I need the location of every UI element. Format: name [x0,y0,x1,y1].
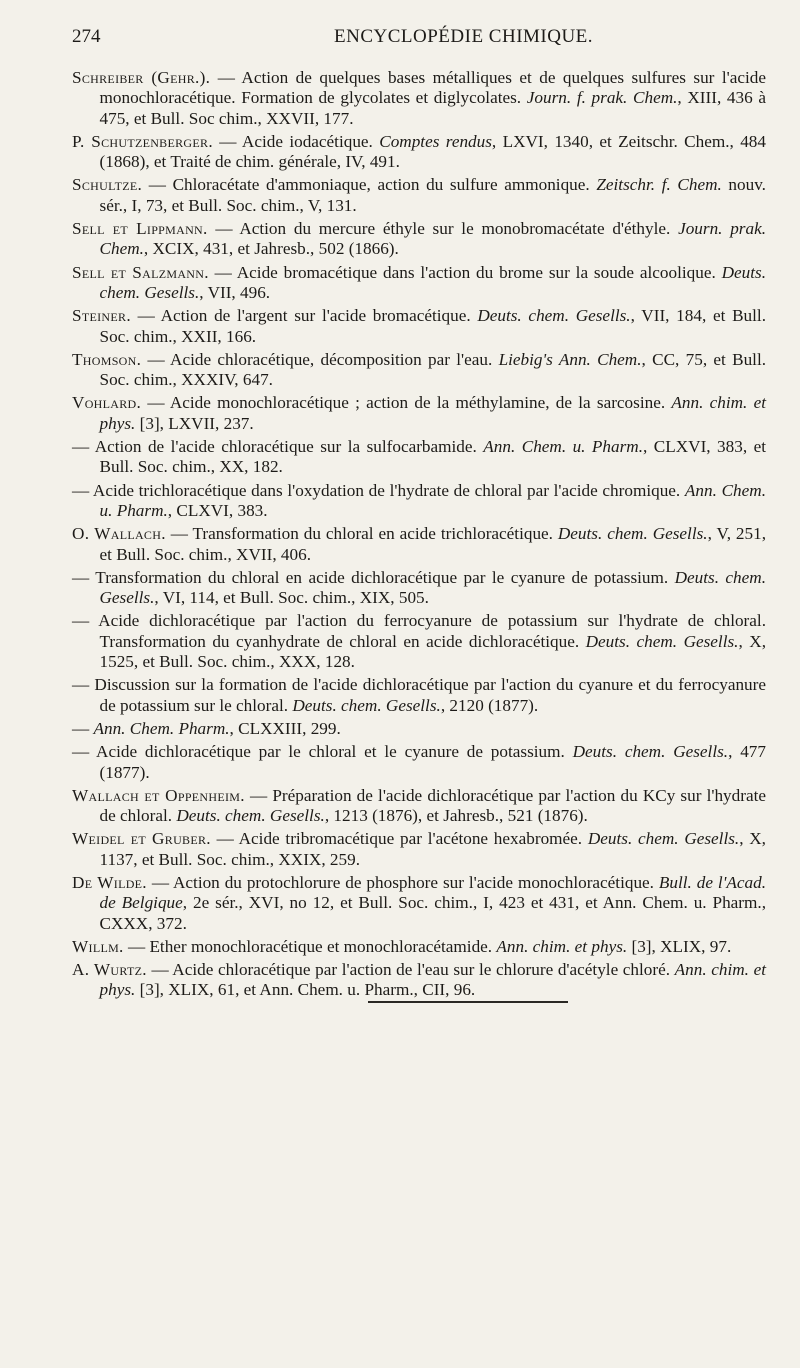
entry-author: De Wilde. [72,872,147,892]
entry-body: — Action de l'acide chloracétique sur la sulfocarbamide. [72,437,484,457]
entry-source: Ann. Chem. u. Pharm. [483,437,644,457]
entry-body: — [72,718,94,738]
page-number: 274 [72,26,101,47]
bibliography-entry [72,719,766,739]
section-divider [368,1001,568,1003]
entry-author: Schreiber (Gehr.). [72,68,211,87]
entry-author: Willm. [72,936,124,956]
page-header [72,26,766,56]
bibliography-entry [72,873,766,934]
entry-reference: , V, 251, et Bull. Soc. chim., XVII, 406. [99,524,766,564]
entry-body: — Transformation du chloral en acide dichloracétique par le cyanure de potassium. [72,567,675,587]
entry-source: Journ. f. prak. Chem. [526,88,678,108]
entry-body: — Acide iodacétique. [212,131,380,151]
entry-source: Deuts. chem. Gesells. [587,829,740,849]
entry-body: — Action de l'argent sur l'acide bromacétique. [130,306,478,326]
entry-author: Schultze. [72,175,143,195]
bibliography-entry [72,675,766,716]
bibliography-entry [72,611,766,672]
entry-body: — Action du mercure éthyle sur le monobromacétate d'éthyle. [207,219,679,239]
entry-author: Vohlard. [72,393,142,413]
entry-source: Ann. Chem. Pharm. [93,718,230,738]
entry-reference: , CLXXIII, 299. [229,718,341,738]
entry-body: — Acide dichloracétique par l'action du ferrocyanure de potassium sur l'hydrate de chloral. Transformation du cyanhydrate de chloral en acide dichloracétique. [72,611,766,651]
entry-source: Deuts. chem. Gesells. [292,695,441,715]
entry-reference: , 477 (1877). [99,742,766,782]
entry-source: Ann. chim. et phys. [99,960,766,1000]
bibliography-entry [72,393,766,434]
entry-reference: , VII, 496. [199,282,271,302]
bibliography-entry [72,937,766,957]
entry-source: Deuts. chem. Gesells. [99,262,766,302]
bibliography-list [72,68,766,1001]
bibliography-entry [72,829,766,870]
entry-reference: , X, 1525, et Bull. Soc. chim., XXX, 128. [99,631,766,672]
entry-reference: nouv. sér., I, 73, et Bull. Soc. chim., V, 131. [99,175,766,215]
entry-author: Wallach et Oppenheim. [72,785,245,805]
entry-source: Deuts. chem. Gesells. [99,567,766,608]
entry-source: Ann. chim. et phys. [496,936,628,956]
entry-body: — Acide trichloracétique dans l'oxydation de l'hydrate de chloral par l'acide chromique. [72,480,685,500]
entry-reference: , 1213 (1876), et Jahresb., 521 (1876). [324,806,588,826]
entry-body: — Acide bromacétique dans l'action du brome sur la soude alcoolique. [208,262,722,282]
entry-reference: , 2120 (1877). [440,695,539,715]
entry-source: Deuts. chem. Gesells. [477,306,631,326]
bibliography-entry [72,132,766,173]
entry-reference: , VII, 184, et Bull. Soc. chim., XXII, 166. [99,306,766,346]
entry-author: P. Schutzenberger. [72,131,213,151]
entry-reference: , XCIX, 431, et Jahresb., 502 (1866). [143,239,399,259]
entry-reference: , CC, 75, et Bull. Soc. chim., XXXIV, 647. [99,349,767,390]
entry-reference: , X, 1137, et Bull. Soc. chim., XXIX, 259. [99,829,766,869]
entry-source: Comptes rendus [379,131,492,151]
bibliography-entry [72,306,766,347]
bibliography-entry [72,786,766,827]
entry-body: — Acide chloracétique, décomposition par l'eau. [141,349,499,369]
entry-author: A. Wurtz. [72,960,147,980]
entry-body: — Transformation du chloral en acide trichloracétique. [165,524,558,544]
running-title: ENCYCLOPÉDIE CHIMIQUE. [334,26,594,47]
entry-body: — Chloracétate d'ammoniaque, action du sulfure ammonique. [142,175,597,195]
entry-body: — Acide monochloracétique ; action de la méthylamine, de la sarcosine. [141,393,672,413]
entry-body: — Action de quelques bases métalliques et de quelques sulfures sur l'acide monochloracétique. Formation de glycolates et diglycolates. [99,68,766,108]
entry-source: Deuts. chem. Gesells. [557,524,708,544]
entry-reference: , CLXVI, 383. [167,500,268,520]
entry-source: Ann. chim. et phys. [99,393,766,433]
bibliography-entry [72,263,766,304]
entry-source: Bull. de l'Acad. de Belgique [99,872,766,913]
bibliography-entry [72,219,766,260]
bibliography-entry [72,960,766,1001]
bibliography-entry [72,568,766,609]
bibliography-entry [72,350,766,391]
entry-reference: , VI, 114, et Bull. Soc. chim., XIX, 505. [154,588,429,608]
entry-author: Weidel et Gruber. [72,829,211,849]
entry-reference: , 2e sér., XVI, no 12, et Bull. Soc. chim., I, 423 et 431, et Ann. Chem. u. Pharm., CXXX, 372. [99,893,766,933]
entry-body: — Ether monochloracétique et monochloracétamide. [123,936,497,956]
entry-source: Deuts. chem. Gesells. [176,806,325,826]
bibliography-entry [72,742,766,783]
entry-body: — Action du protochlorure de phosphore sur l'acide monochloracétique. [146,872,659,892]
entry-body: — Acide tribromacétique par l'acétone hexabromée. [210,829,588,849]
entry-source: Journ. prak. Chem. [99,219,767,259]
entry-author: O. Wallach. [72,524,166,544]
bibliography-entry [72,175,766,216]
entry-body: — Préparation de l'acide dichloracétique par l'action du KCy sur l'hydrate de chloral. [99,785,766,826]
entry-reference: , LXVI, 1340, et Zeitschr. Chem., 484 (1868), et Traité de chim. générale, IV, 491. [99,131,766,172]
entry-source: Deuts. chem. Gesells. [585,631,739,651]
entry-body: — Acide dichloracétique par le chloral et le cyanure de potassium. [72,742,573,762]
entry-reference: , CLXVI, 383, et Bull. Soc. chim., XX, 182. [99,437,767,477]
entry-source: Ann. Chem. u. Pharm. [99,480,766,520]
entry-reference: , XIII, 436 à 475, et Bull. Soc chim., XXVII, 177. [99,88,766,128]
entry-source: Zeitschr. f. Chem. [596,175,722,195]
bibliography-entry [72,437,766,478]
entry-body: — Discussion sur la formation de l'acide dichloracétique par l'action du cyanure et du ferrocyanure de potassium sur le chloral. [72,675,766,715]
entry-source: Deuts. chem. Gesells. [572,742,729,762]
entry-author: Steiner. [72,306,131,326]
entry-author: Sell et Lippmann. [72,219,208,239]
entry-reference: [3], XLIX, 61, et Ann. Chem. u. Pharm., CII, 96. [135,980,476,1000]
bibliography-entry [72,481,766,522]
bibliography-entry [72,68,766,129]
entry-author: Thomson. [72,349,142,369]
entry-reference: [3], XLIX, 97. [627,936,732,956]
bibliography-entry [72,524,766,565]
entry-body: — Acide chloracétique par l'action de l'eau sur le chlorure d'acétyle chloré. [146,960,675,980]
entry-author: Sell et Salzmann. [72,262,209,282]
entry-reference: [3], LXVII, 237. [135,413,254,433]
entry-source: Liebig's Ann. Chem. [498,349,642,369]
